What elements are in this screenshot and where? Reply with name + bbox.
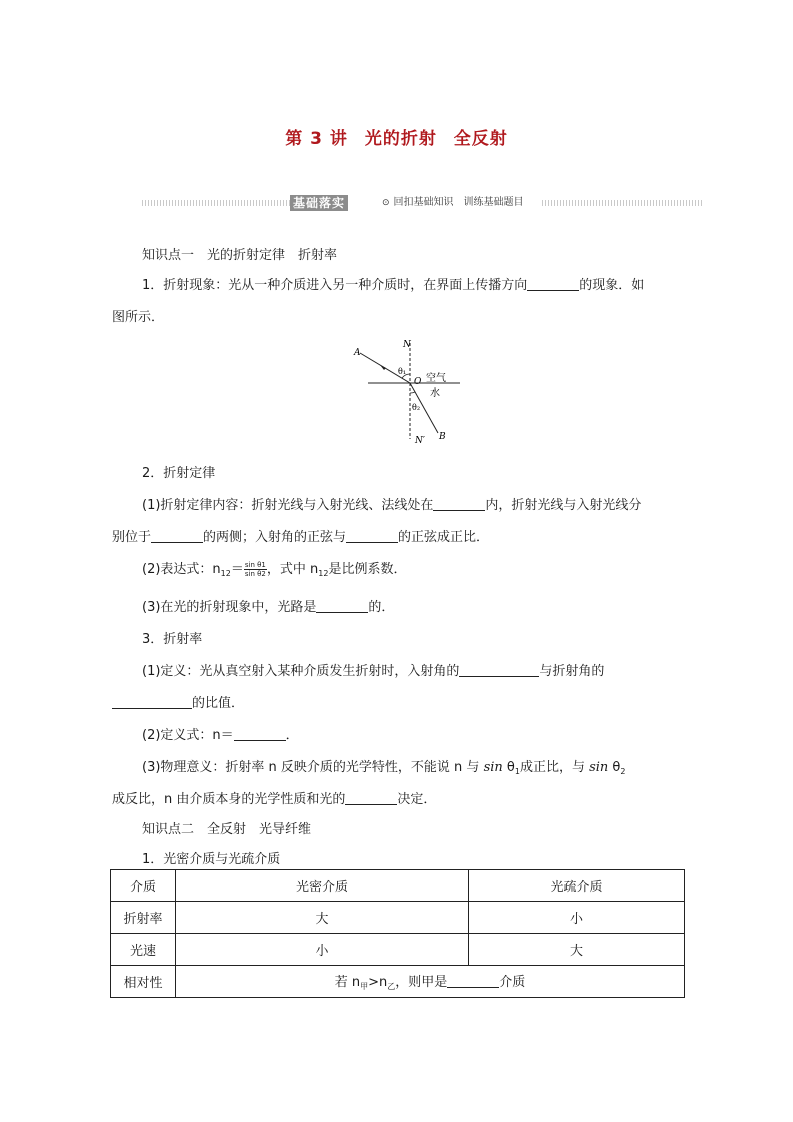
table-cell: 折射率 bbox=[111, 902, 176, 934]
table-cell: 大 bbox=[469, 934, 685, 966]
fill-blank bbox=[345, 791, 397, 805]
fill-blank bbox=[447, 974, 499, 988]
table-cell-relativity: 若 $n_甲>n_乙$，则甲是 介质 bbox=[176, 966, 685, 998]
table-row bbox=[111, 902, 685, 934]
label-theta1: θ₁ bbox=[398, 367, 407, 376]
medium-table bbox=[110, 869, 685, 998]
banner-note-text: 回扣基础知识 训练基础题目 bbox=[393, 197, 524, 208]
label-air: 空气 bbox=[426, 373, 446, 384]
label-B: B bbox=[439, 432, 446, 442]
label-O: O bbox=[414, 377, 422, 387]
fill-blank bbox=[151, 529, 203, 543]
fill-blank bbox=[527, 277, 579, 291]
table-header-row bbox=[111, 870, 685, 902]
section1-heading: 知识点一 光的折射定律 折射率 bbox=[142, 248, 338, 263]
label-theta2: θ₂ bbox=[412, 403, 421, 412]
table-row bbox=[111, 966, 685, 998]
label-A: A bbox=[354, 348, 361, 358]
fill-blank bbox=[112, 695, 192, 709]
section2-heading: 知识点二 全反射 光导纤维 bbox=[142, 822, 312, 837]
para-definition: (1)定义：光从真空射入某种介质发生折射时，入射角的 与折射角的 bbox=[142, 664, 605, 679]
title-topic-refraction: 光的折射 bbox=[364, 129, 437, 149]
table-header-cell: 光疏介质 bbox=[469, 870, 685, 902]
table-cell: 大 bbox=[176, 902, 469, 934]
bullet-icon: ⊙ bbox=[382, 198, 390, 208]
para-reversible: (3)在光的折射现象中，光路是 的． bbox=[142, 600, 395, 615]
table-cell: 小 bbox=[469, 902, 685, 934]
table-header-cell: 光密介质 bbox=[176, 870, 469, 902]
table-header-cell: 介质 bbox=[111, 870, 176, 902]
page-title bbox=[0, 124, 793, 149]
table-cell: 光速 bbox=[111, 934, 176, 966]
banner-stripe-left bbox=[142, 200, 290, 206]
section-banner bbox=[142, 195, 702, 211]
para-physical-meaning: (3)物理意义：折射率 n 反映介质的光学特性，不能说 n 与 $\sin \theta_1$成正比，与 $\sin \theta_2$ bbox=[142, 760, 626, 776]
lecture-number: 第 3 讲 bbox=[285, 129, 348, 149]
para-dense-sparse: 1．光密介质与光疏介质 bbox=[142, 852, 281, 867]
banner-stripe-right bbox=[542, 200, 702, 206]
label-N-prime: N′ bbox=[415, 436, 425, 446]
table-cell: 相对性 bbox=[111, 966, 176, 998]
para-law-content-cont: 别位于 的两侧；入射角的正弦与 的正弦成正比． bbox=[112, 530, 490, 545]
para-physical-meaning-cont: 成反比，n 由介质本身的光学性质和光的 决定． bbox=[112, 792, 437, 807]
angle-arc-2 bbox=[410, 392, 415, 393]
table-row bbox=[111, 934, 685, 966]
fill-blank bbox=[459, 663, 539, 677]
banner-badge: 基础落实 bbox=[290, 195, 348, 211]
fill-blank bbox=[234, 727, 286, 741]
fill-blank bbox=[433, 497, 485, 511]
fill-blank bbox=[316, 599, 368, 613]
label-N: N bbox=[403, 340, 411, 350]
para-law-content: (1)折射定律内容：折射光线与入射光线、法线处在 内，折射光线与入射光线分 bbox=[142, 498, 642, 513]
banner-note bbox=[378, 195, 528, 211]
snell-fraction: $\frac{\text{sin θ1}}{\text{sin θ2}}$ bbox=[244, 561, 266, 578]
label-water: 水 bbox=[430, 388, 440, 399]
refraction-diagram bbox=[350, 335, 470, 447]
fill-blank bbox=[346, 529, 398, 543]
title-topic-total-reflection: 全反射 bbox=[453, 129, 508, 149]
para-refractive-index: 3．折射率 bbox=[142, 632, 203, 647]
para-expression: (2)表达式：$n_{12}=$ $\frac{\text{sin θ1}}{\text{sin θ2}}$ ，式中 $n_{12}$是比例系数． bbox=[142, 561, 407, 578]
para-definition-formula: (2)定义式：n＝ ． bbox=[142, 728, 299, 743]
table-cell: 小 bbox=[176, 934, 469, 966]
para-refraction-phenomenon: 1．折射现象：光从一种介质进入另一种介质时，在界面上传播方向 的现象．如 bbox=[142, 278, 645, 293]
para-refraction-phenomenon-cont: 图所示． bbox=[112, 310, 165, 325]
para-definition-cont: 的比值． bbox=[112, 692, 244, 711]
para-refraction-law: 2．折射定律 bbox=[142, 466, 216, 481]
